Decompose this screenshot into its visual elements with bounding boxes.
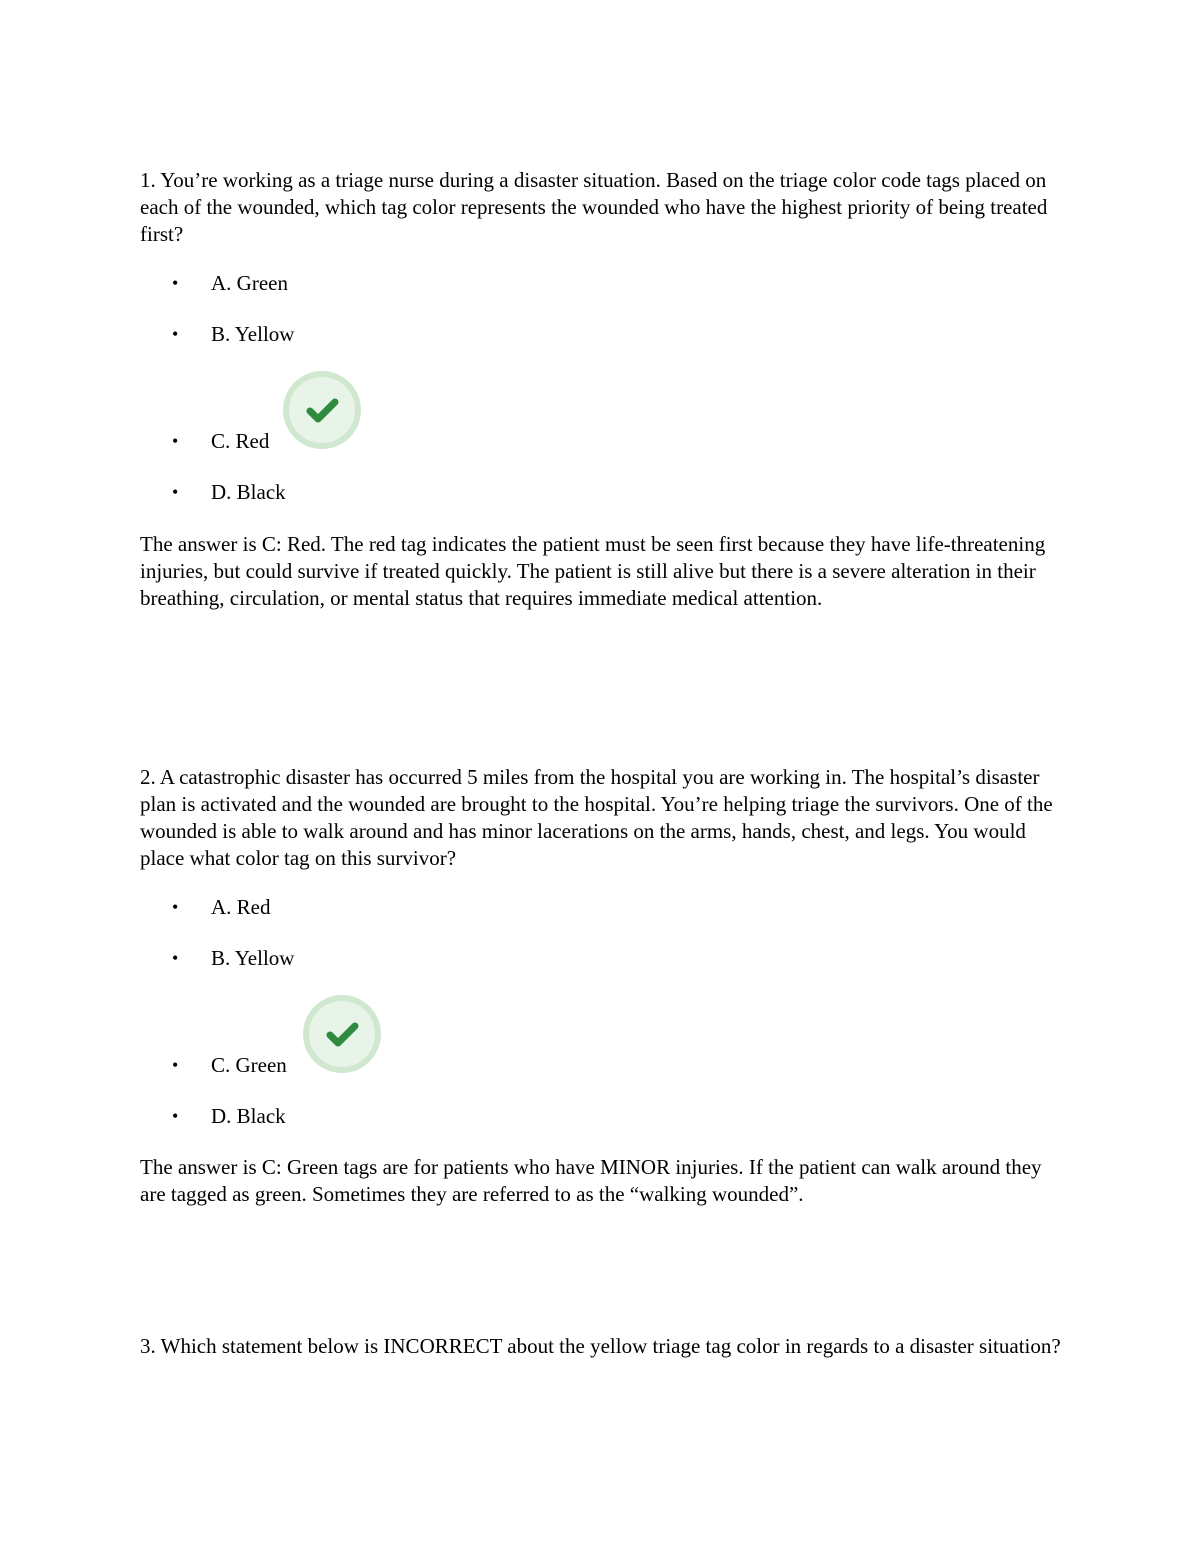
- check-circle-icon: [282, 370, 362, 450]
- option-label: A. Red: [211, 895, 271, 919]
- bullet: •: [172, 1106, 179, 1126]
- bullet: •: [172, 273, 179, 293]
- question-prompt: 2. A catastrophic disaster has occurred 5 miles from the hospital you are working in. The hospital’s disaster plan is activated and the wounded are brought to the hospital. You’re helping triage the survivors. One of the wounded is able to walk around and has minor lacerations on the arms, hands, chest, and legs. You would place what color tag on this survivor?: [140, 765, 1053, 870]
- answer-explanation: The answer is C: Red. The red tag indicates the patient must be seen first because they have life-threatening injuries, but could survive if treated quickly. The patient is still alive but there is a severe alteration in their breathing, circulation, or mental status that requires immediate medical attention.: [140, 532, 1046, 610]
- option-label: C. Red: [211, 429, 270, 453]
- bullet: •: [172, 431, 179, 451]
- bullet: •: [172, 1055, 179, 1075]
- question-prompt: 1. You’re working as a triage nurse during a disaster situation. Based on the triage color code tags placed on each of the wounded, which tag color represents the wounded who have the highest priority of being treated first?: [140, 168, 1048, 246]
- question-2-explanation: [140, 1154, 1070, 1208]
- bullet: •: [172, 482, 179, 502]
- option-label: B. Yellow: [211, 322, 295, 346]
- question-prompt: 3. Which statement below is INCORRECT about the yellow triage tag color in regards to a disaster situation?: [140, 1334, 1061, 1358]
- bullet: •: [172, 324, 179, 344]
- question-2-prompt: [140, 764, 1070, 872]
- check-circle-icon: [302, 994, 382, 1074]
- option-label: D. Black: [211, 1104, 286, 1128]
- question-3-prompt: [140, 1333, 1070, 1360]
- option-label: D. Black: [211, 480, 286, 504]
- bullet: •: [172, 948, 179, 968]
- option-label: B. Yellow: [211, 946, 295, 970]
- bullet: •: [172, 897, 179, 917]
- question-1-prompt: [140, 167, 1070, 248]
- question-1-explanation: [140, 531, 1070, 612]
- option-label: A. Green: [211, 271, 288, 295]
- option-label: C. Green: [211, 1053, 287, 1077]
- answer-explanation: The answer is C: Green tags are for patients who have MINOR injuries. If the patient can walk around they are tagged as green. Sometimes they are referred to as the “walking wounded”.: [140, 1155, 1042, 1206]
